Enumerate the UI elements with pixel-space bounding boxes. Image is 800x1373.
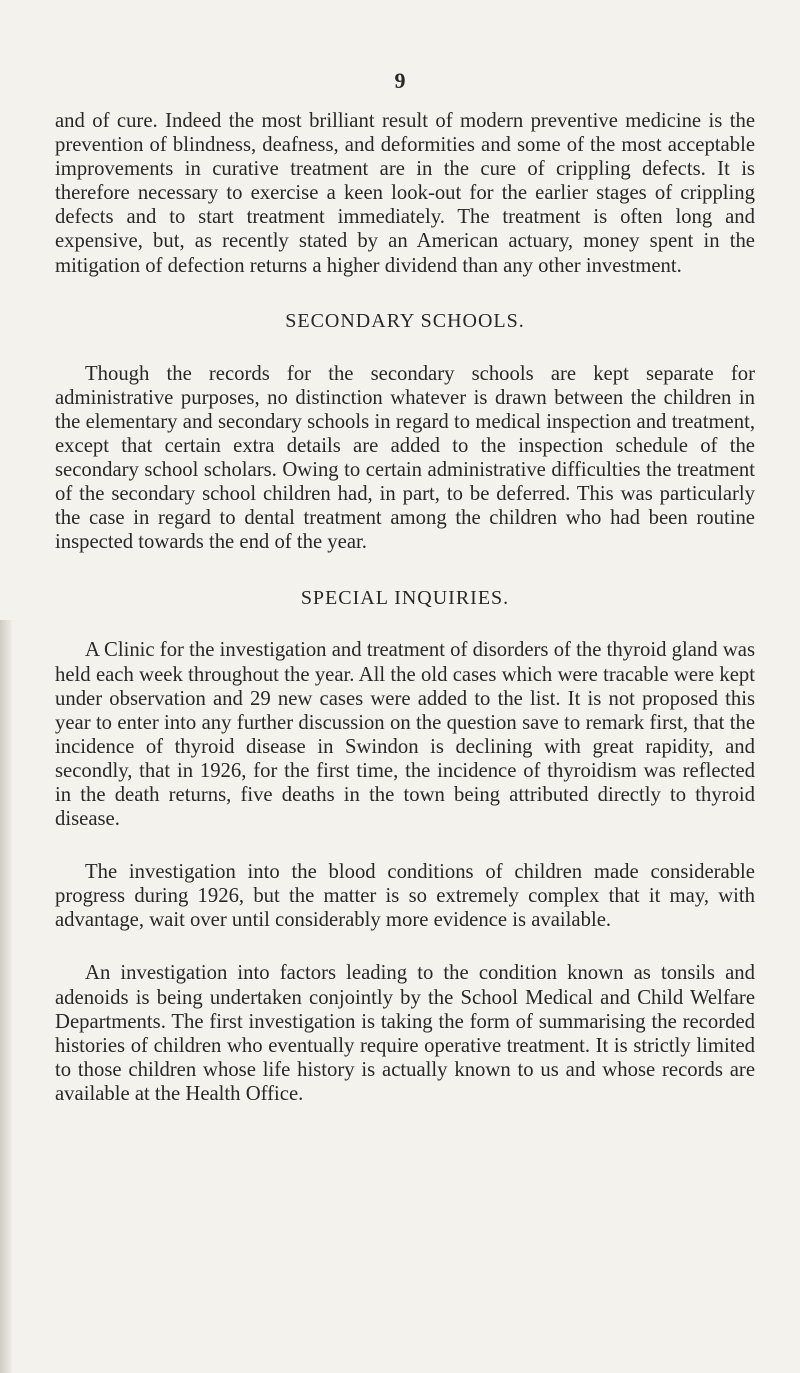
paragraph-tonsils-adenoids: An investigation into factors leading to the condition known as tonsils and adenoids is being undertaken conjointly by the School Medical and Child Welfare Departments. The first investigation is taking the form of summarising the recorded histories of children who eventually require operative treatment. It is strictly limited to those children whose life history is actually known to us and whose records are available at the Health Office. <box>55 962 755 1105</box>
page-number: 9 <box>394 68 406 93</box>
heading-secondary-schools: SECONDARY SCHOOLS. <box>285 309 525 332</box>
text-column <box>55 109 755 1106</box>
paragraph-preventive-medicine: and of cure. Indeed the most brilliant result of modern preventive medicine is the prevention of blindness, deafness, and deformities and some of the most acceptable improvements in curative treatment are in the cure of crippling defects. It is therefore necessary to exercise a keen look-out for the earlier stages of crippling defects and to start treatment immediately. The treatment is often long and expensive, but, as recently stated by an American actuary, money spent in the mitigation of defection returns a higher dividend than any other investment. <box>55 110 755 277</box>
paragraph-thyroid-clinic: A Clinic for the investigation and treatment of disorders of the thyroid gland was held each week throughout the year. All the old cases which were tracable were kept under observation and 29 new cases were added to the list. It is not proposed this year to enter into any further discussion on the question save to remark first, that the incidence of thyroid disease in Swindon is declining with great rapidity, and secondly, that in 1926, for the first time, the incidence of thyroidism was reflected in the death returns, five deaths in the town being attributed directly to thyroid disease. <box>55 639 755 831</box>
paragraph-secondary-schools: Though the records for the secondary schools are kept separate for administrative purposes, no distinction whatever is drawn between the children in the elementary and secondary schools in regard to medical inspection and treatment, except that certain extra details are added to the inspection schedule of the secondary school scholars. Owing to certain administrative difficulties the treatment of the secondary school children had, in part, to be deferred. This was particularly the case in regard to dental treatment among the children who had been routine inspected towards the end of the year. <box>55 362 755 554</box>
page-binding-edge <box>0 620 12 1373</box>
heading-special-inquiries: SPECIAL INQUIRIES. <box>300 587 510 610</box>
paragraph-blood-conditions: The investigation into the blood conditions of children made considerable progress during 1926, but the matter is so extremely complex that it may, with advantage, wait over until considerably more evidence is available. <box>55 861 755 932</box>
